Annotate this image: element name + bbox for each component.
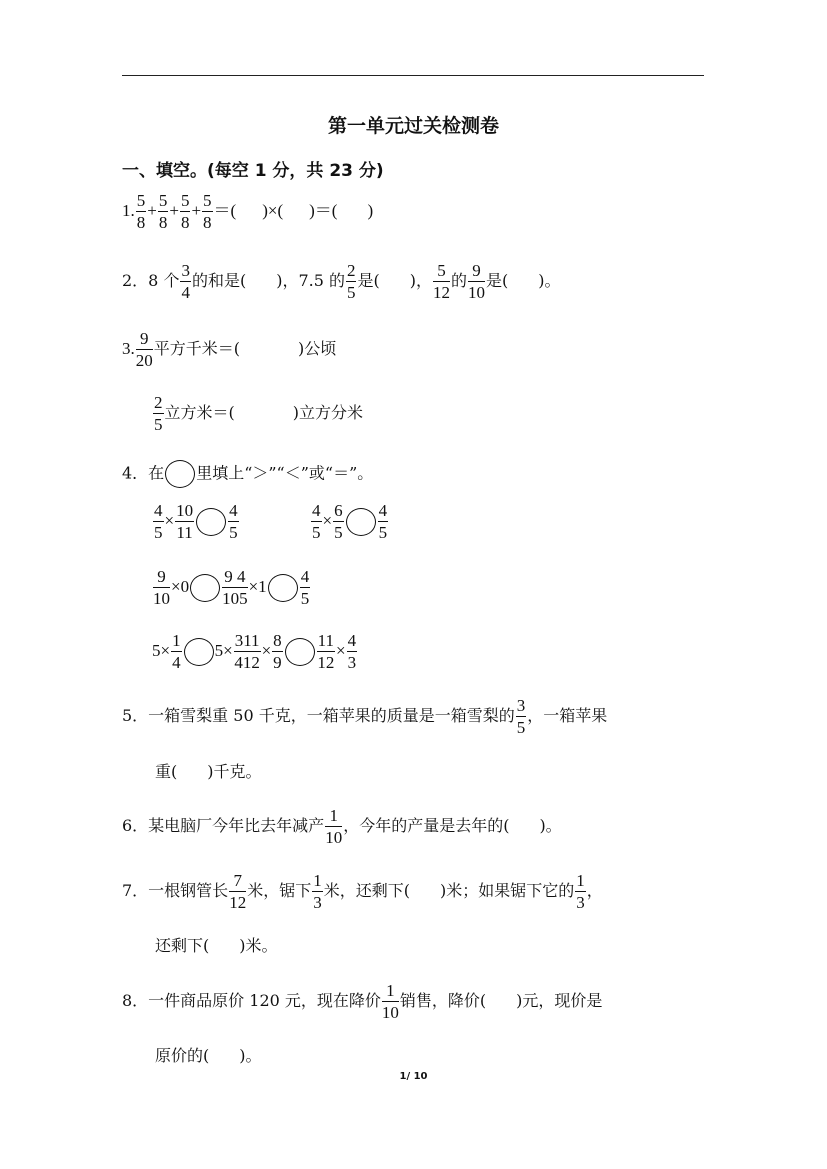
fraction: $\frac{5}{12}$ (432, 261, 450, 302)
question-2: 2．8 个 $\frac{3}{4}$ 的和是( )，7.5 的 $\frac{2}{5}$ 是( )， $\frac{5}{12}$ 的 $\frac{9}{10}$ 是( )。 (122, 261, 561, 302)
compare-circle[interactable] (196, 508, 226, 536)
fraction: $\frac{1}{10}$ (381, 981, 399, 1022)
question-4-row-1a: $\frac{4}{5}$ × $\frac{10}{11}$ $\frac{4}{5}$ (154, 501, 238, 542)
question-3b: $\frac{2}{5}$ 立方米＝( )立方分米 (154, 393, 363, 434)
fraction: $\frac{7}{12}$ (229, 871, 247, 912)
question-7: 7．一根钢管长 $\frac{7}{12}$ 米，锯下 $\frac{1}{3}$ 米，还剩下( )米；如果锯下它的 $\frac{1}{3}$ ， (122, 871, 603, 912)
question-6: 6．某电脑厂今年比去年减产 $\frac{1}{10}$ ，今年的产量是去年的( )。 (122, 806, 562, 847)
question-4-row-3: 5× $\frac{1}{4}$ 5× $\frac{311}{412}$ × $\frac{8}{9}$ $\frac{11}{12}$ × $\frac{4}{3}$ (152, 631, 357, 672)
question-1: 1. $\frac{5}{8}$ + $\frac{5}{8}$ + $\frac{5}{8}$ + $\frac{5}{8}$ ＝( )×( )＝( ) (122, 191, 374, 232)
compare-circle[interactable] (190, 574, 220, 602)
question-5: 5．一箱雪梨重 50 千克，一箱苹果的质量是一箱雪梨的 $\frac{3}{5}$ ，一箱苹果 (122, 696, 608, 737)
fraction: $\frac{9}{10}$ (468, 261, 485, 302)
compare-circle[interactable] (346, 508, 376, 536)
fraction: $\frac{2}{5}$ (346, 261, 356, 302)
fraction: $\frac{5}{8}$ (158, 191, 168, 232)
question-4: 4．在 里填上“＞”“＜”或“＝”。 (122, 460, 373, 488)
question-8-cont: 原价的( )。 (155, 1046, 262, 1065)
question-8: 8．一件商品原价 120 元，现在降价 $\frac{1}{10}$ 销售，降价( )元，现价是 (122, 981, 603, 1022)
question-4-row-2: $\frac{9}{10}$ ×0 $\frac{9 4}{105}$ ×1 $\frac{4}{5}$ (153, 567, 310, 608)
question-7-cont: 还剩下( )米。 (155, 936, 278, 955)
compare-circle-example (165, 460, 195, 488)
fraction: $\frac{9}{20}$ (135, 329, 153, 370)
fraction: $\frac{1}{10}$ (325, 806, 343, 847)
fraction: $\frac{3}{4}$ (181, 261, 190, 302)
fraction: $\frac{5}{8}$ (203, 191, 212, 232)
question-5-cont: 重( )千克。 (155, 762, 262, 781)
fraction: $\frac{3}{5}$ (516, 696, 526, 737)
question-3a: 3. $\frac{9}{20}$ 平方千米＝( )公顷 (122, 329, 337, 370)
question-4-row-1b: $\frac{4}{5}$ × $\frac{6}{5}$ $\frac{4}{5}$ (312, 501, 388, 542)
compare-circle[interactable] (285, 638, 315, 666)
fraction: $\frac{5}{8}$ (136, 191, 146, 232)
page-title: 第一单元过关检测卷 (327, 115, 499, 137)
fraction: $\frac{1}{3}$ (576, 871, 585, 912)
fraction: $\frac{5}{8}$ (180, 191, 190, 232)
header-rule (122, 75, 704, 76)
section-heading: 一、填空。(每空 1 分，共 23 分) (122, 161, 384, 181)
fraction: $\frac{1}{3}$ (313, 871, 322, 912)
compare-circle[interactable] (268, 574, 298, 602)
fraction: $\frac{2}{5}$ (154, 393, 163, 434)
page-number: 1/ 10 (399, 1071, 428, 1082)
compare-circle[interactable] (184, 638, 214, 666)
